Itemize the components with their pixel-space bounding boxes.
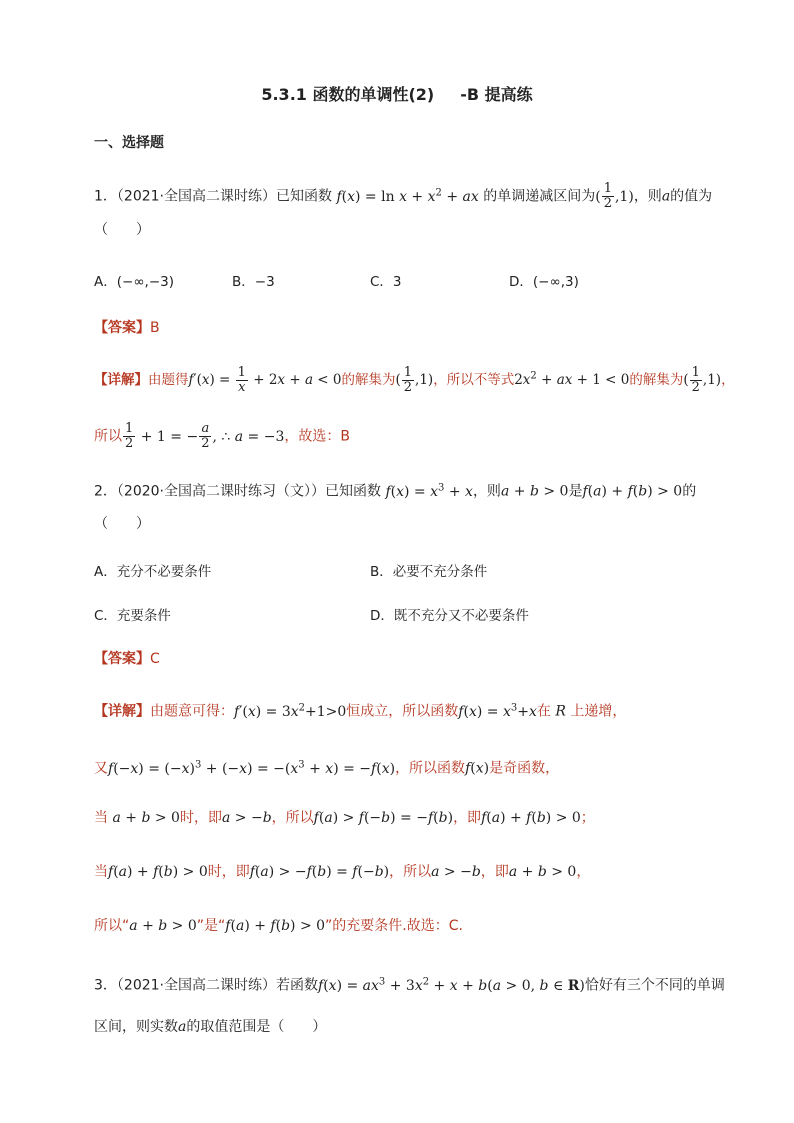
q3-stem-line1: 3．（2021·全国高二课时练）若函数$f(x) = ax^3 + 3x^2 + x + b(a > 0$, b ∈ R)恰好有三个不同的单调 [94, 976, 725, 994]
q2-paren: （ ） [94, 516, 150, 532]
title-sub: -B 提高练 [460, 85, 533, 104]
q2-option-d: D．既不充分又不必要条件 [370, 608, 529, 624]
q2-detail-line3: 当 a + b > 0时，即a > −b，所以f(a) > f(−b) = −f(b)，即f(a) + f(b) > 0； [94, 810, 595, 826]
q1-answer: 【答案】B [94, 320, 160, 336]
q1-stem: 1．（2021·全国高二课时练）已知函数 $f(x) = \ln x + x^2$ + ax 的单调递减区间为( $\frac{1}{2}$ ,1)，则a的值为 [94, 181, 713, 211]
q2-option-a: A．充分不必要条件 [94, 564, 212, 580]
q3-stem-line2: 区间，则实数a的取值范围是（ ） [94, 1019, 327, 1035]
q1-detail-line1: 【详解】由题得f′(x) = $\frac{1}{x}$ + 2x + a < 0的解集为( $\frac{1}{2}$ ,1)，所以不等式$2x^2$ + ax + 1 < 0的解集为( $\frac{1}{2}$ ,1)， [94, 365, 735, 395]
q1-option-b: B．−3 [232, 274, 275, 290]
q2-detail-line2: 又$f(-x) = (-x)^3 + (-x) = -(x^3 + x) = -f(x)$，所以函数f(x)是奇函数， [94, 759, 560, 777]
q2-stem: 2．（2020·全国高二课时练习（文））已知函数 $f(x) = x^3 + x$，则a + b > 0是f(a) + f(b) > 0的 [94, 482, 697, 500]
q2-detail-line4: 当f(a) + f(b) > 0时，即f(a) > −f(b) = f(−b)，所以a > −b，即a + b > 0， [94, 864, 591, 880]
q2-option-b: B．必要不充分条件 [370, 564, 488, 580]
q1-function: $f(x) = \ln x + x^2$ + ax [336, 186, 479, 205]
q2-option-c: C．充要条件 [94, 608, 171, 624]
title-main: 5.3.1 函数的单调性(2) [261, 85, 435, 104]
page-title [0, 82, 794, 105]
q1-option-d: D．(−∞,3) [509, 274, 579, 290]
q1-interval: ( $\frac{1}{2}$ ,1) [595, 181, 634, 211]
q2-detail-line1: 【详解】由题意可得：$f'(x) = 3x^2+1>0$恒成立，所以函数$f(x) = x^3+x$在 R 上递增， [94, 702, 627, 720]
q1-option-a: A．(−∞,−3) [94, 274, 175, 290]
q1-detail-line2: 所以 $\frac{1}{2}$ + 1 = − $\frac{a}{2}$ , ∴ a = −3，故选：B [94, 421, 350, 451]
q1-option-c: C．3 [370, 274, 402, 290]
section-heading: 一、选择题 [94, 135, 164, 151]
q2-answer: 【答案】C [94, 651, 160, 667]
q2-detail-line5: 所以“a + b > 0”是“f(a) + f(b) > 0”的充要条件.故选：C. [94, 918, 463, 934]
q1-paren: （ ） [94, 222, 150, 238]
